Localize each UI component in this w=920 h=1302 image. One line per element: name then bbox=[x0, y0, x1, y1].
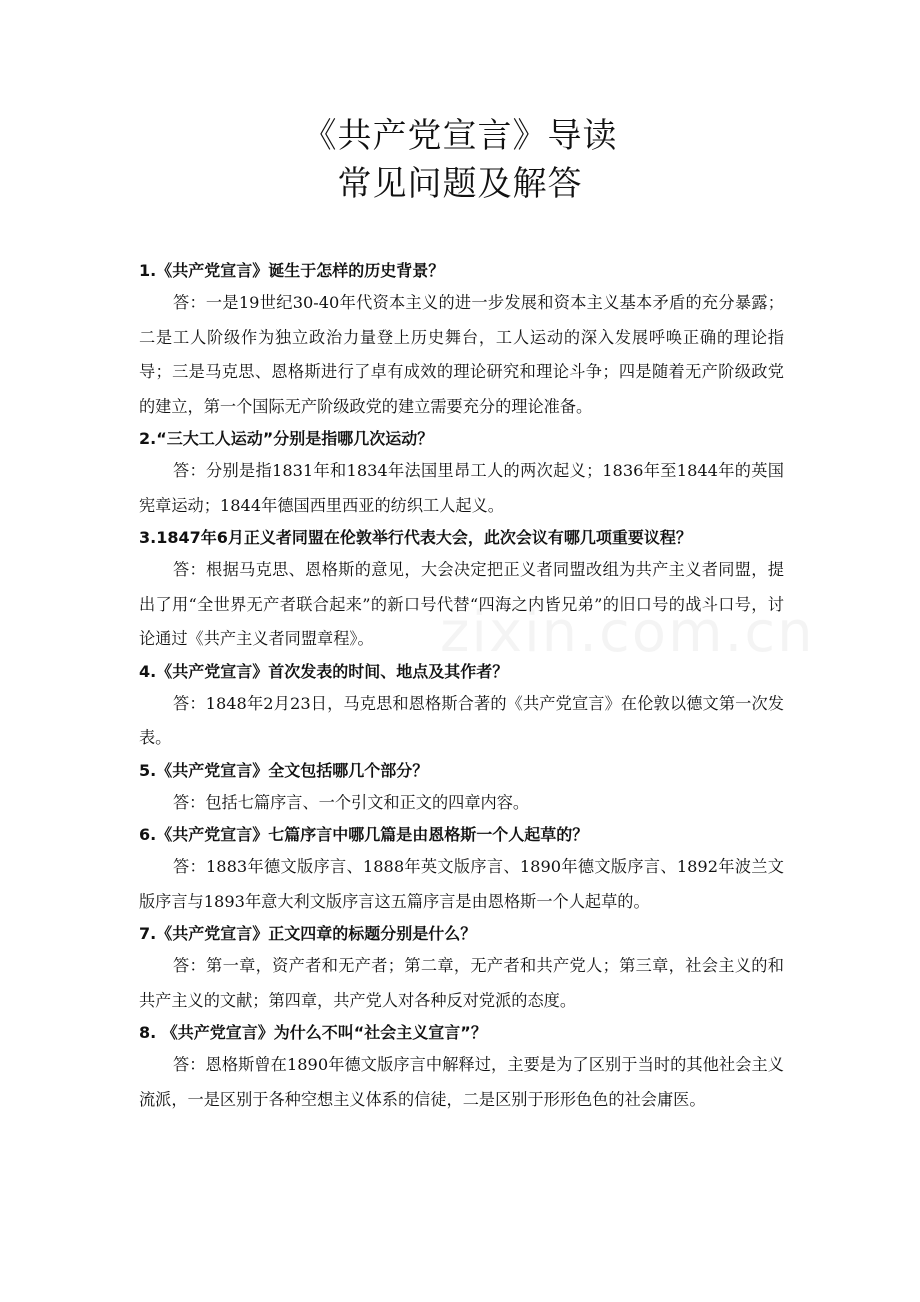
question-6: 6.《共产党宣言》七篇序言中哪几篇是由恩格斯一个人起草的？ bbox=[139, 825, 589, 844]
qa-item-7 bbox=[139, 919, 784, 1018]
qa-item-1 bbox=[139, 256, 784, 424]
answer-1: 答：一是19世纪30-40年代资本主义的进一步发展和资本主义基本矛盾的充分暴露；二是工人阶级作为独立政治力量登上历史舞台，工人运动的深入发展呼唤正确的理论指导；三是马克思、恩格斯进行了卓有成效的理论研究和理论斗争；四是随着无产阶级政党的建立，第一个国际无产阶级政党的建立需要充分的理论准备。 bbox=[139, 293, 784, 416]
answer-4: 答：1848年2月23日，马克思和恩格斯合著的《共产党宣言》在伦敦以德文第一次发表。 bbox=[139, 693, 784, 747]
qa-list bbox=[139, 256, 784, 1117]
qa-item-8 bbox=[139, 1018, 784, 1117]
question-5: 5.《共产党宣言》全文包括哪几个部分？ bbox=[139, 760, 429, 780]
question-2: 2.“三大工人运动”分别是指哪几次运动？ bbox=[139, 429, 434, 448]
qa-item-6 bbox=[139, 820, 784, 919]
qa-item-5 bbox=[139, 756, 784, 821]
answer-7: 答：第一章，资产者和无产者；第二章，无产者和共产党人；第三章，社会主义的和共产主义的文献；第四章，共产党人对各种反对党派的态度。 bbox=[139, 956, 784, 1010]
question-7: 7.《共产党宣言》正文四章的标题分别是什么？ bbox=[139, 924, 477, 943]
qa-item-3 bbox=[139, 523, 784, 657]
document-title bbox=[0, 112, 920, 208]
answer-2: 答：分别是指1831年和1834年法国里昂工人的两次起义；1836年至1844年的英国宪章运动；1844年德国西里西亚的纺织工人起义。 bbox=[139, 461, 784, 515]
title-line-1: 《共产党宣言》导读 bbox=[302, 116, 618, 156]
question-1: 1.《共产党宣言》诞生于怎样的历史背景？ bbox=[139, 261, 445, 280]
qa-item-2 bbox=[139, 424, 784, 523]
question-8: 8. 《共产党宣言》为什么不叫“社会主义宣言”？ bbox=[139, 1023, 487, 1042]
answer-5: 答：包括七篇序言、一个引文和正文的四章内容。 bbox=[173, 792, 530, 812]
question-3: 3.1847年6月正义者同盟在伦敦举行代表大会，此次会议有哪几项重要议程？ bbox=[139, 528, 692, 547]
question-4: 4.《共产党宣言》首次发表的时间、地点及其作者？ bbox=[139, 661, 509, 681]
answer-6: 答：1883年德文版序言、1888年英文版序言、1890年德文版序言、1892年波兰文版序言与1893年意大利文版序言这五篇序言是由恩格斯一个人起草的。 bbox=[139, 857, 784, 911]
title-line-2: 常见问题及解答 bbox=[337, 164, 583, 204]
qa-item-4 bbox=[139, 657, 784, 756]
answer-8: 答：恩格斯曾在1890年德文版序言中解释过，主要是为了区别于当时的其他社会主义流派，一是区别于各种空想主义体系的信徒，二是区别于形形色色的社会庸医。 bbox=[139, 1055, 784, 1109]
answer-3: 答：根据马克思、恩格斯的意见，大会决定把正义者同盟改组为共产主义者同盟，提出了用“全世界无产者联合起来”的新口号代替“四海之内皆兄弟”的旧口号的战斗口号，讨论通过《共产主义者同盟章程》。 bbox=[139, 560, 784, 648]
